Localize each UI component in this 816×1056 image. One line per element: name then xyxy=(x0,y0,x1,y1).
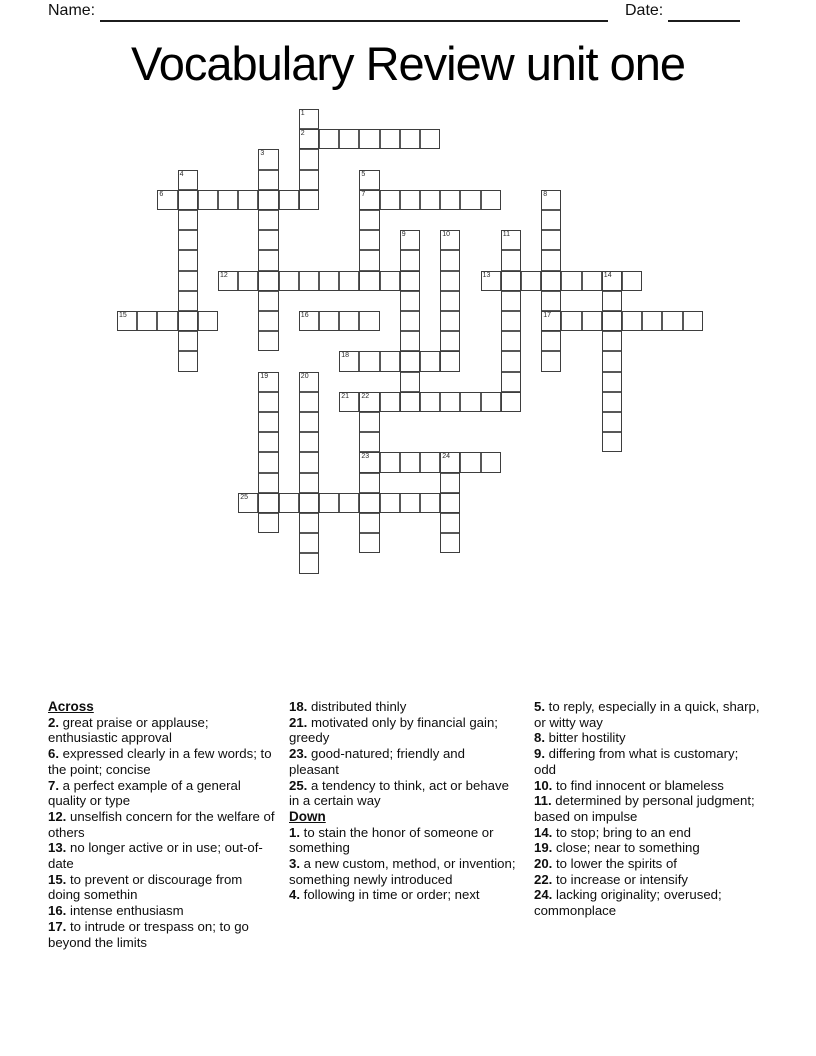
grid-cell xyxy=(662,311,682,331)
clue-number: 17. xyxy=(48,918,67,934)
cell-number: 8 xyxy=(543,190,548,198)
clue-15: 15. to prevent or discourage from doing somethin xyxy=(48,871,243,903)
grid-cell xyxy=(258,190,278,210)
grid-cell xyxy=(501,392,521,412)
cell-number: 1 xyxy=(300,110,305,117)
clue-column-1 xyxy=(48,699,277,950)
grid-cell xyxy=(501,311,521,331)
clue-18: 18. distributed thinly xyxy=(289,699,407,714)
grid-cell xyxy=(339,129,359,149)
clue-number: 24. xyxy=(534,887,553,903)
grid-cell xyxy=(541,351,561,371)
grid-cell xyxy=(279,271,299,291)
grid-cell xyxy=(178,311,198,331)
grid-cell xyxy=(319,271,339,291)
grid-cell xyxy=(440,291,460,311)
grid-cell xyxy=(359,412,379,432)
grid-cell xyxy=(541,250,561,270)
grid-cell xyxy=(380,190,400,210)
clue-number: 16. xyxy=(48,903,67,919)
clue-number: 10. xyxy=(534,777,553,793)
grid-cell xyxy=(420,190,440,210)
cell-number: 22 xyxy=(361,392,370,400)
grid-cell xyxy=(258,432,278,452)
clue-5: 5. to reply, especially in a quick, sharp, or witty way xyxy=(534,699,760,730)
clue-number: 3. xyxy=(289,856,300,872)
clue-12: 12. unselfish concern for the welfare of others xyxy=(48,808,275,840)
clue-6: 6. expressed clearly in a few words; to the point; concise xyxy=(48,746,272,777)
clue-10: 10. to find innocent or blameless xyxy=(534,777,724,793)
grid-cell xyxy=(339,392,359,412)
grid-cell xyxy=(258,230,278,250)
grid-cell xyxy=(541,311,561,331)
clue-number: 12. xyxy=(48,808,67,824)
grid-cell xyxy=(622,311,642,331)
grid-cell xyxy=(380,392,400,412)
clue-number: 15. xyxy=(48,871,67,887)
grid-cell xyxy=(481,271,501,291)
clue-number: 22. xyxy=(534,871,553,887)
clue-11: 11. determined by personal judgment; based on impulse xyxy=(534,793,755,824)
clue-number: 21. xyxy=(289,714,308,730)
grid-cell xyxy=(359,170,379,190)
cell-number: 4 xyxy=(179,170,184,178)
grid-cell xyxy=(541,230,561,250)
clue-number: 4. xyxy=(289,887,300,903)
clue-2: 2. great praise or applause; enthusiastic approval xyxy=(48,714,209,746)
grid-cell xyxy=(117,311,137,331)
grid-cell xyxy=(440,452,460,472)
clue-column-3 xyxy=(534,699,763,919)
grid-cell xyxy=(460,190,480,210)
grid-cell xyxy=(279,493,299,513)
grid-cell xyxy=(420,392,440,412)
grid-cell xyxy=(359,493,379,513)
clue-9: 9. differing from what is customary; odd xyxy=(534,746,739,777)
cell-number: 6 xyxy=(159,190,164,198)
grid-cell xyxy=(178,190,198,210)
clue-number: 18. xyxy=(289,699,308,714)
grid-cell xyxy=(299,533,319,553)
grid-cell xyxy=(501,331,521,351)
grid-cell xyxy=(440,392,460,412)
name-label: Name: xyxy=(48,2,96,19)
grid-cell xyxy=(299,513,319,533)
grid-cell xyxy=(440,230,460,250)
clue-23: 23. good-natured; friendly and pleasant xyxy=(289,746,465,777)
clue-4: 4. following in time or order; next xyxy=(289,887,480,903)
cell-number: 9 xyxy=(401,231,406,239)
grid-cell xyxy=(380,452,400,472)
clue-number: 6. xyxy=(48,746,59,762)
clue-14: 14. to stop; bring to an end xyxy=(534,824,691,840)
cell-number: 23 xyxy=(361,453,370,461)
grid-cell xyxy=(299,129,319,149)
grid-cell xyxy=(319,311,339,331)
grid-cell xyxy=(218,190,238,210)
clue-number: 19. xyxy=(534,840,553,856)
clue-number: 5. xyxy=(534,699,545,714)
cell-number: 21 xyxy=(341,392,349,400)
grid-cell xyxy=(602,311,622,331)
grid-cell xyxy=(258,452,278,472)
grid-cell xyxy=(178,250,198,270)
grid-cell xyxy=(400,452,420,472)
grid-cell xyxy=(178,230,198,250)
grid-cell xyxy=(582,311,602,331)
grid-cell xyxy=(198,311,218,331)
grid-cell xyxy=(642,311,662,331)
clue-number: 23. xyxy=(289,746,308,762)
grid-cell xyxy=(380,271,400,291)
grid-cell xyxy=(440,190,460,210)
grid-cell xyxy=(299,412,319,432)
grid-cell xyxy=(440,493,460,513)
date-label: Date: xyxy=(625,2,664,19)
grid-cell xyxy=(359,230,379,250)
clue-17: 17. to intrude or trespass on; to go beyond the limits xyxy=(48,918,249,950)
grid-cell xyxy=(440,271,460,291)
grid-cell xyxy=(258,392,278,412)
cell-number: 2 xyxy=(300,130,305,138)
grid-cell xyxy=(400,271,420,291)
clue-number: 11. xyxy=(534,793,552,809)
grid-cell xyxy=(501,351,521,371)
cell-number: 7 xyxy=(361,190,366,198)
clue-21: 21. motivated only by financial gain; greedy xyxy=(289,714,498,746)
grid-cell xyxy=(541,331,561,351)
grid-cell xyxy=(380,493,400,513)
grid-cell xyxy=(299,170,319,190)
grid-cell xyxy=(561,311,581,331)
grid-cell xyxy=(400,351,420,371)
grid-cell xyxy=(258,311,278,331)
grid-cell xyxy=(602,291,622,311)
grid-cell xyxy=(359,311,379,331)
cell-number: 18 xyxy=(341,352,349,360)
cell-number: 5 xyxy=(361,170,366,178)
grid-cell xyxy=(602,331,622,351)
cell-number: 25 xyxy=(240,493,248,501)
grid-cell xyxy=(400,190,420,210)
grid-cell xyxy=(400,291,420,311)
grid-cell xyxy=(178,331,198,351)
grid-cell xyxy=(299,432,319,452)
clue-number: 7. xyxy=(48,777,59,793)
grid-cell xyxy=(178,210,198,230)
grid-cell xyxy=(602,432,622,452)
grid-cell xyxy=(137,311,157,331)
grid-cell xyxy=(602,271,622,291)
grid-cell xyxy=(440,331,460,351)
grid-cell xyxy=(541,291,561,311)
grid-cell xyxy=(460,392,480,412)
grid-cell xyxy=(299,271,319,291)
cell-number: 14 xyxy=(603,271,612,279)
grid-cell xyxy=(157,311,177,331)
grid-cell xyxy=(400,372,420,392)
grid-cell xyxy=(440,351,460,371)
grid-cell xyxy=(602,351,622,371)
clue-24: 24. lacking originality; overused; commonplace xyxy=(534,887,722,919)
clue-22: 22. to increase or intensify xyxy=(534,871,688,887)
grid-cell xyxy=(420,351,440,371)
grid-cell xyxy=(299,473,319,493)
clues-heading-across: Across xyxy=(48,699,94,714)
grid-cell xyxy=(582,271,602,291)
cell-number: 13 xyxy=(482,271,491,279)
grid-cell xyxy=(380,129,400,149)
clue-column-2 xyxy=(289,699,518,903)
clue-number: 8. xyxy=(534,730,545,746)
cell-number: 15 xyxy=(119,312,127,319)
grid-cell xyxy=(602,372,622,392)
grid-cell xyxy=(420,452,440,472)
grid-cell xyxy=(359,513,379,533)
grid-cell xyxy=(400,392,420,412)
grid-cell xyxy=(359,432,379,452)
grid-cell xyxy=(359,392,379,412)
grid-cell xyxy=(481,392,501,412)
clues-heading-down: Down xyxy=(289,808,326,824)
grid-cell xyxy=(541,271,561,291)
grid-cell xyxy=(400,493,420,513)
grid-cell xyxy=(178,351,198,371)
grid-cell xyxy=(501,291,521,311)
grid-cell xyxy=(258,271,278,291)
cell-number: 20 xyxy=(300,372,309,380)
grid-cell xyxy=(359,129,379,149)
cell-number: 10 xyxy=(442,231,450,239)
grid-cell xyxy=(258,149,278,169)
grid-cell xyxy=(622,271,642,291)
grid-cell xyxy=(501,250,521,270)
grid-cell xyxy=(258,513,278,533)
cell-number: 3 xyxy=(260,150,265,158)
grid-cell xyxy=(178,170,198,190)
clue-3: 3. a new custom, method, or invention; something newly introduced xyxy=(289,856,516,887)
cell-number: 12 xyxy=(220,271,228,279)
grid-cell xyxy=(258,291,278,311)
grid-cell xyxy=(258,331,278,351)
clue-19: 19. close; near to something xyxy=(534,840,700,856)
grid-cell xyxy=(299,493,319,513)
grid-cell xyxy=(279,190,299,210)
grid-cell xyxy=(380,351,400,371)
grid-cell xyxy=(420,493,440,513)
clue-7: 7. a perfect example of a general quality or type xyxy=(48,777,241,809)
cell-number: 24 xyxy=(442,453,450,461)
cell-number: 16 xyxy=(300,312,309,319)
grid-cell xyxy=(258,493,278,513)
grid-cell xyxy=(319,129,339,149)
grid-cell xyxy=(359,351,379,371)
grid-cell xyxy=(238,271,258,291)
clue-1: 1. to stain the honor of someone or something xyxy=(289,824,494,856)
grid-cell xyxy=(178,291,198,311)
grid-cell xyxy=(258,372,278,392)
grid-cell xyxy=(359,271,379,291)
grid-cell xyxy=(359,250,379,270)
grid-cell xyxy=(501,271,521,291)
grid-cell xyxy=(400,250,420,270)
grid-cell xyxy=(339,271,359,291)
grid-cell xyxy=(440,513,460,533)
clue-number: 13. xyxy=(48,840,67,856)
grid-cell xyxy=(501,372,521,392)
grid-cell xyxy=(481,190,501,210)
clue-number: 25. xyxy=(289,777,308,793)
clue-number: 9. xyxy=(534,746,545,762)
grid-cell xyxy=(359,190,379,210)
grid-cell xyxy=(258,250,278,270)
grid-cell xyxy=(400,129,420,149)
grid-cell xyxy=(683,311,703,331)
grid-cell xyxy=(299,149,319,169)
grid-cell xyxy=(299,553,319,573)
clue-number: 1. xyxy=(289,824,300,840)
grid-cell xyxy=(602,392,622,412)
cell-number: 17 xyxy=(543,312,551,319)
grid-cell xyxy=(541,210,561,230)
grid-cell xyxy=(602,412,622,432)
cell-number: 19 xyxy=(260,372,269,380)
grid-cell xyxy=(299,190,319,210)
page-title: Vocabulary Review unit one xyxy=(130,37,686,90)
grid-cell xyxy=(359,533,379,553)
grid-cell xyxy=(319,493,339,513)
grid-cell xyxy=(501,230,521,250)
grid-cell xyxy=(178,271,198,291)
grid-cell xyxy=(359,473,379,493)
clue-number: 2. xyxy=(48,714,59,730)
grid-cell xyxy=(238,190,258,210)
grid-cell xyxy=(400,311,420,331)
clue-8: 8. bitter hostility xyxy=(534,730,626,746)
grid-cell xyxy=(218,271,238,291)
grid-cell xyxy=(299,372,319,392)
grid-cell xyxy=(521,271,541,291)
grid-cell xyxy=(198,190,218,210)
grid-cell xyxy=(561,271,581,291)
clue-20: 20. to lower the spirits of xyxy=(534,856,677,872)
grid-cell xyxy=(440,473,460,493)
grid-cell xyxy=(541,190,561,210)
grid-cell xyxy=(258,210,278,230)
grid-cell xyxy=(339,311,359,331)
grid-cell xyxy=(359,210,379,230)
clue-16: 16. intense enthusiasm xyxy=(48,903,184,919)
grid-cell xyxy=(299,311,319,331)
grid-cell xyxy=(440,250,460,270)
grid-cell xyxy=(359,452,379,472)
grid-cell xyxy=(299,392,319,412)
grid-cell xyxy=(339,351,359,371)
grid-cell xyxy=(258,473,278,493)
cell-number: 11 xyxy=(502,231,511,239)
grid-cell xyxy=(400,331,420,351)
grid-cell xyxy=(481,452,501,472)
grid-cell xyxy=(339,493,359,513)
grid-cell xyxy=(299,109,319,129)
clue-number: 20. xyxy=(534,856,553,872)
grid-cell xyxy=(460,452,480,472)
grid-cell xyxy=(400,230,420,250)
clue-13: 13. no longer active or in use; out-of-date xyxy=(48,840,263,872)
grid-cell xyxy=(258,412,278,432)
grid-cell xyxy=(238,493,258,513)
grid-cell xyxy=(440,533,460,553)
grid-cell xyxy=(299,452,319,472)
grid-cell xyxy=(258,170,278,190)
grid-cell xyxy=(420,129,440,149)
clue-25: 25. a tendency to think, act or behave in a certain way xyxy=(289,777,509,809)
clue-number: 14. xyxy=(534,824,553,840)
grid-cell xyxy=(157,190,177,210)
grid-cell xyxy=(440,311,460,331)
